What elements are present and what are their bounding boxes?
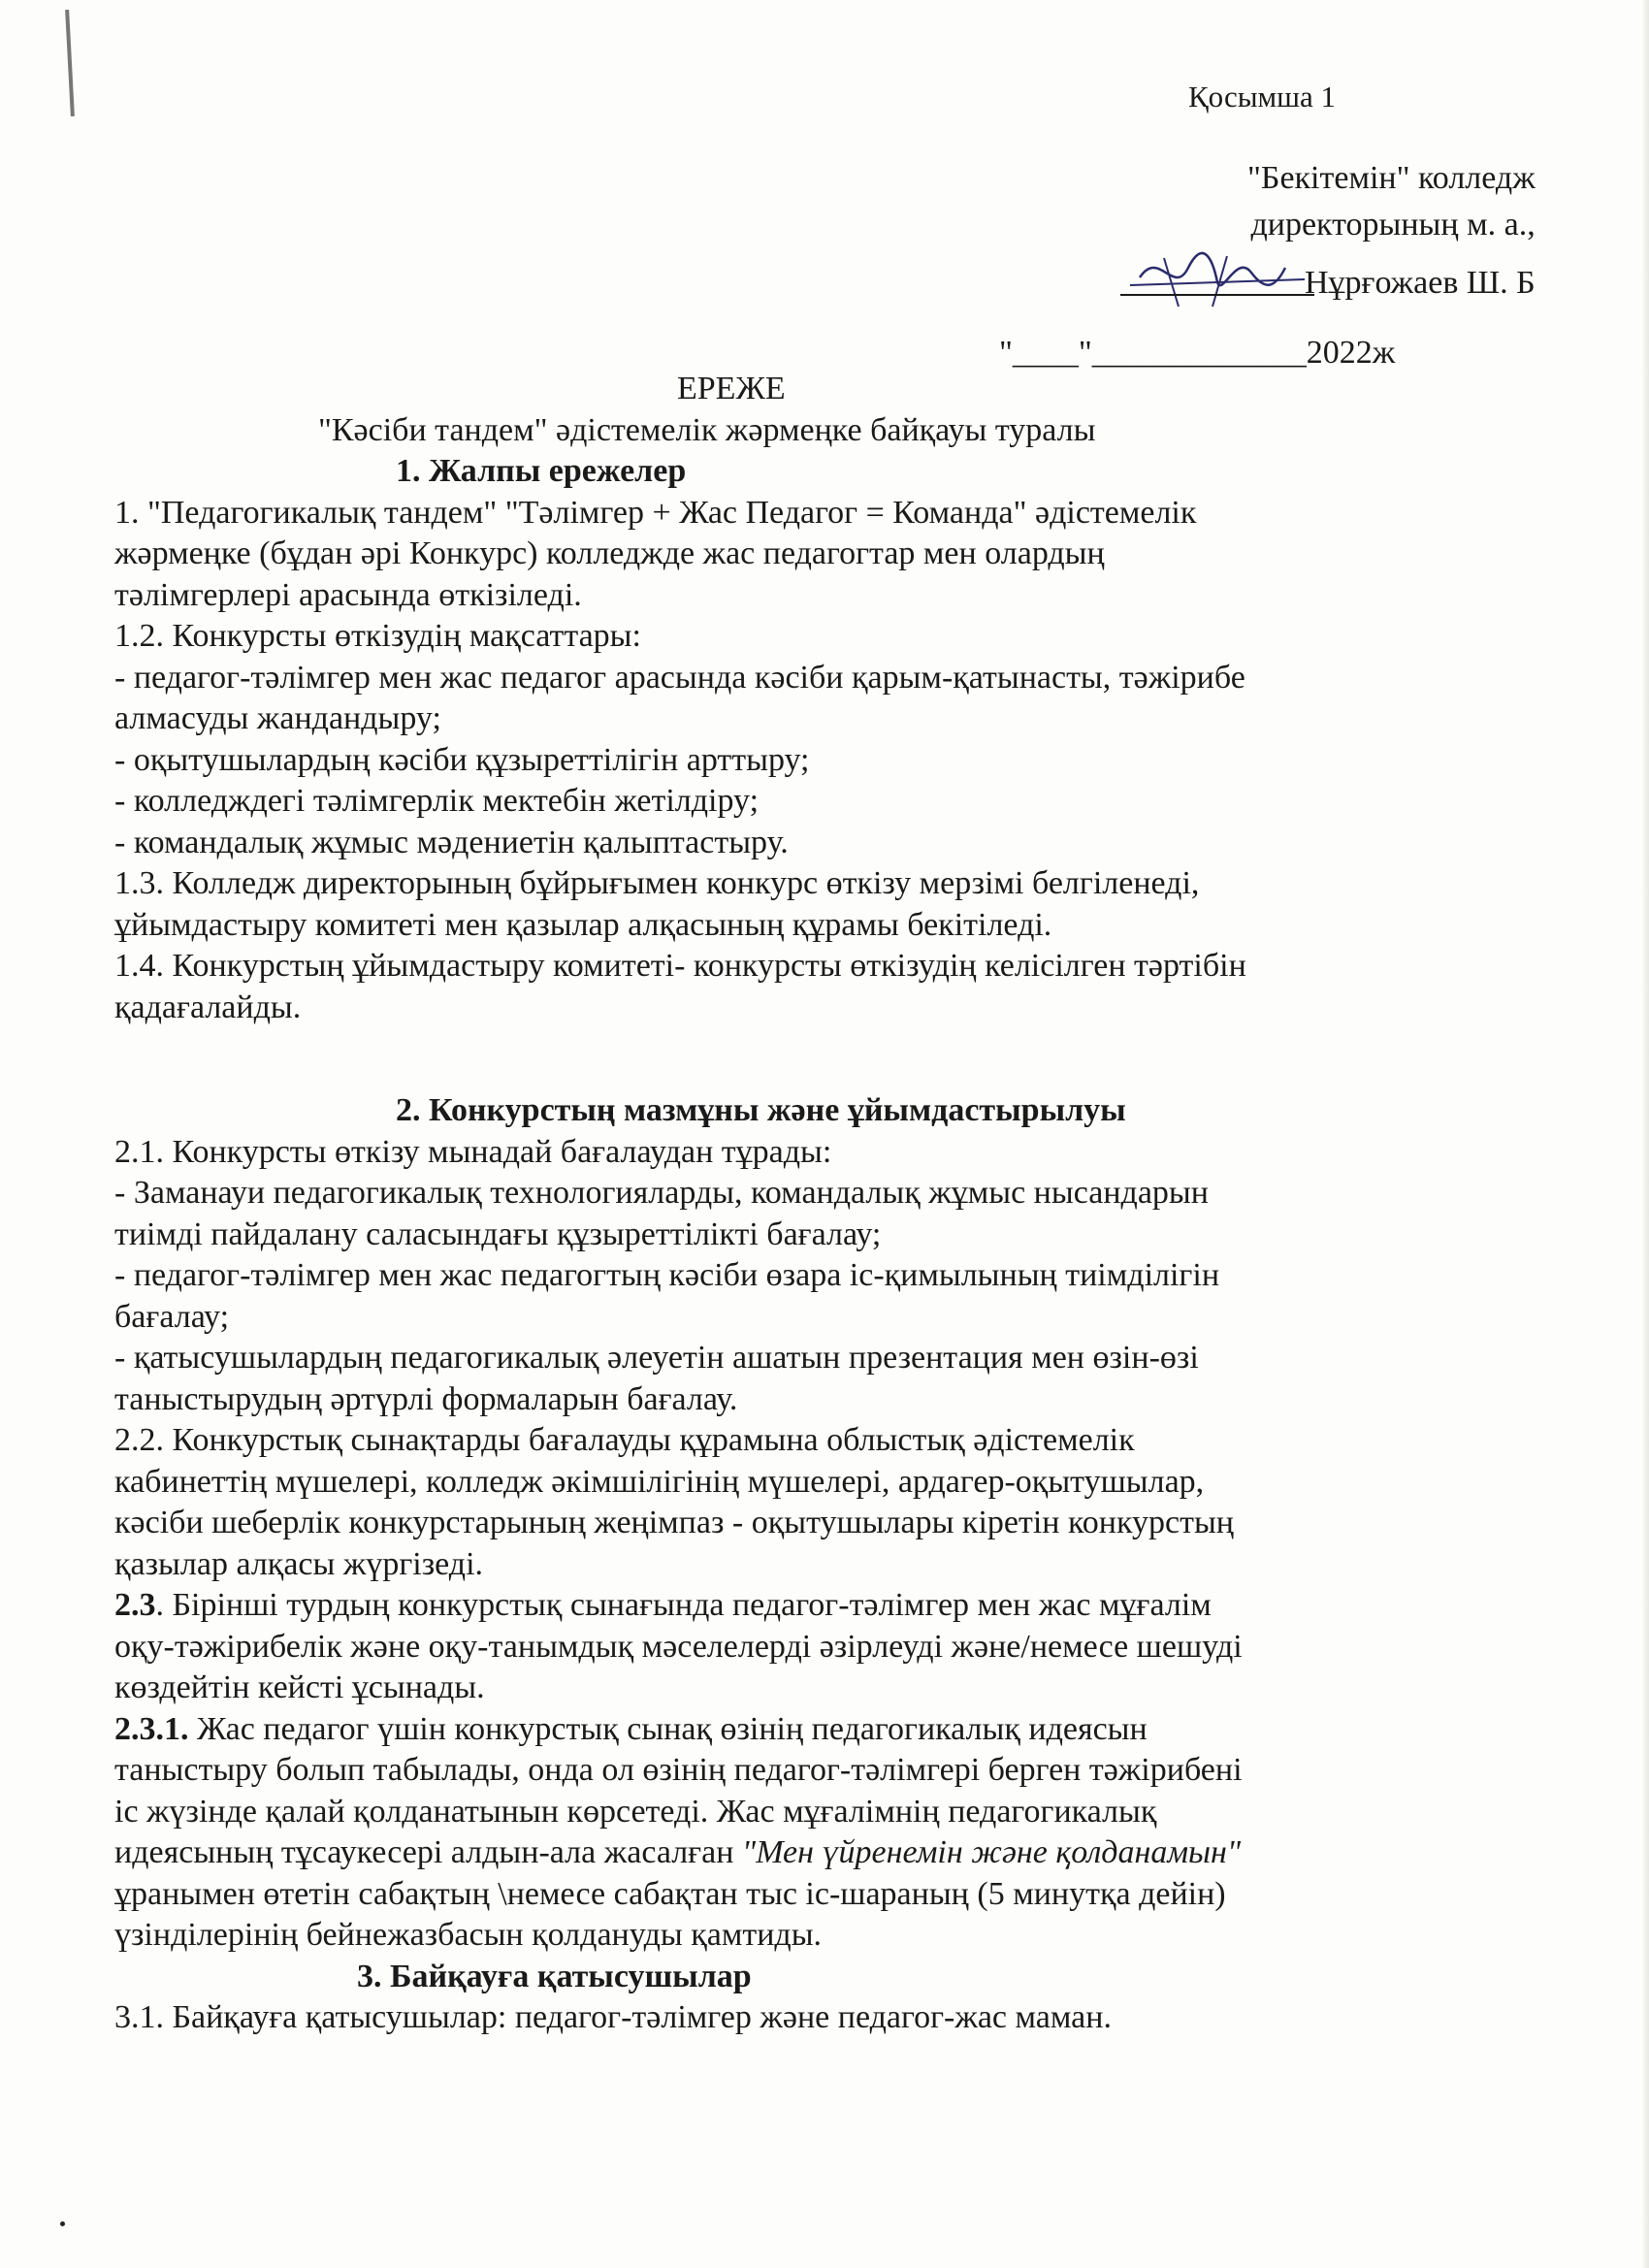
s2-p4-number: 2.3.1. (114, 1710, 189, 1747)
s2-p3-text: . Бірінші турдың конкурстық сынағында педагог-тәлімгер мен жас мұғалім (155, 1587, 1212, 1623)
s2-p4-l4 (114, 1832, 1472, 1874)
s1-p4-l1: 1.4. Конкурстың ұйымдастыру комитеті- конкурсты өткізудің келісілген тәртібін (114, 948, 1246, 984)
s2-p2-l4: қазылар алқасы жүргізеді. (114, 1545, 484, 1582)
s1-b3: - колледждегі тәлімгерлік мектебін жетілдіру; (114, 783, 760, 819)
spacer (114, 1028, 1472, 1090)
approval-date: "____"_____________2022ж (999, 335, 1396, 371)
s2-b1-l2: тиімді пайдалану саласындағы құзыреттілікті бағалау; (114, 1215, 882, 1252)
document-subtitle: "Кәсіби тандем" әдістемелік жәрмеңке байқауы туралы (318, 411, 1096, 448)
s2-b3-l1: - қатысушылардың педагогикалық әлеуетін ашатын презентация мен өзін-өзі (114, 1340, 1199, 1376)
section-2-heading: 2. Конкурстың мазмұны және ұйымдастырылуы (396, 1092, 1126, 1128)
s2-p3-l1 (114, 1585, 1472, 1627)
slogan-quote: "Мен үйренемін және қолданамын" (741, 1834, 1242, 1870)
signature-image (1159, 248, 1295, 307)
s3-p1: 3.1. Байқауға қатысушылар: педагог-тәлімгер және педагог-жас маман. (114, 1999, 1112, 2035)
section-1-heading: 1. Жалпы ережелер (396, 453, 687, 489)
s2-p3-number: 2.3 (114, 1587, 156, 1623)
s1-b1-l2: алмасуды жандандыру; (114, 700, 441, 736)
approval-line-1: "Бекітемін" колледж (1247, 160, 1536, 196)
document-title: ЕРЕЖЕ (677, 371, 786, 406)
s2-b1-l1: - Заманауи педагогикалық технологияларды, командалық жұмыс нысандарын (114, 1175, 1209, 1211)
s2-b3-l2: таныстырудың әртүрлі формаларын бағалау. (114, 1380, 738, 1417)
s2-p2-l3: кәсіби шеберлік конкурстарының жеңімпаз - оқытушылары кіретін конкурстың (114, 1505, 1234, 1540)
s2-p3-l2: оқу-тәжірибелік және оқу-танымдық мәселелерді әзірлеуді және/немесе шешуді (114, 1628, 1243, 1665)
s1-b2: - оқытушылардың кәсіби құзыреттілігін арттыру; (114, 741, 810, 778)
s1-p3-l2: ұйымдастыру комитеті мен қазылар алқасының құрамы бекітіледі. (114, 906, 1052, 943)
s2-p4-l5: ұранымен өтетін сабақтың \немесе сабақтан тыс іс-шараның (5 минутқа дейін) (114, 1875, 1226, 1912)
scan-artifact (65, 10, 75, 116)
scan-edge (1641, 0, 1649, 2268)
s1-p3-l1: 1.3. Колледж директорының бұйрығымен конкурс өткізу мерзімі белгіленеді, (114, 865, 1200, 901)
s2-p4-l3: іс жүзінде қалай қолданатынын көрсетеді. Жас мұғалімнің педагогикалық (114, 1793, 1157, 1830)
s1-p4-l2: қадағалайды. (114, 988, 302, 1025)
approval-line-2: директорының м. а., (1250, 207, 1536, 243)
s1-p1-l1: 1. "Педагогикалық тандем" "Тәлімгер + Жас Педагог = Команда" әдістемелік (114, 494, 1197, 531)
director-name: Нұрғожаев Ш. Б (1305, 265, 1536, 301)
s2-p2-l2: кабинеттің мүшелері, колледж әкімшілігінің мүшелері, ардагер-оқытушылар, (114, 1463, 1205, 1500)
s2-p1: 2.1. Конкурсты өткізу мынадай бағалаудан тұрады: (114, 1133, 832, 1170)
document-body (114, 369, 1472, 2039)
s2-p4-l6: үзінділерінің бейнежазбасын қолдануды қамтиды. (114, 1917, 823, 1953)
s2-p4-l2: таныстыру болып табылады, онда ол өзінің педагог-тәлімгері берген тәжірибені (114, 1752, 1243, 1788)
s2-p3-l3: көздейтін кейсті ұсынады. (114, 1669, 485, 1705)
approval-block (1159, 155, 1536, 307)
s1-b1-l1: - педагог-тәлімгер мен жас педагог арасында кәсіби қарым-қатынасты, тәжірибе (114, 659, 1245, 696)
s2-p4-l1 (114, 1709, 1472, 1751)
approval-signature-line (1159, 248, 1536, 307)
s1-b4: - командалық жұмыс мәдениетін қалыптастыру. (114, 824, 789, 860)
s2-p4-l4-text: идеясының тұсаукесері алдын-ала жасалған (114, 1834, 742, 1870)
appendix-label: Қосымша 1 (1188, 80, 1337, 113)
s2-p4-text: Жас педагог үшін конкурстық сынақ өзінің педагогикалық идеясын (188, 1710, 1148, 1747)
s2-b2-l1: - педагог-тәлімгер мен жас педагогтың кәсіби өзара іс-қимылының тиімділігін (114, 1257, 1220, 1293)
s2-p2-l1: 2.2. Конкурстық сынақтарды бағалауды құрамына облыстық әдістемелік (114, 1422, 1135, 1458)
s2-b2-l2: бағалау; (114, 1298, 230, 1335)
section-3-heading: 3. Байқауға қатысушылар (357, 1958, 752, 1994)
s1-p2: 1.2. Конкурсты өткізудің мақсаттары: (114, 618, 641, 654)
scan-artifact-dot (60, 2221, 65, 2226)
s1-p1-l3: тәлімгерлері арасында өткізіледі. (114, 576, 582, 613)
s1-p1-l2: жәрмеңке (бұдан әрі Конкурс) колледжде жас педагогтар мен олардың (114, 535, 1105, 571)
